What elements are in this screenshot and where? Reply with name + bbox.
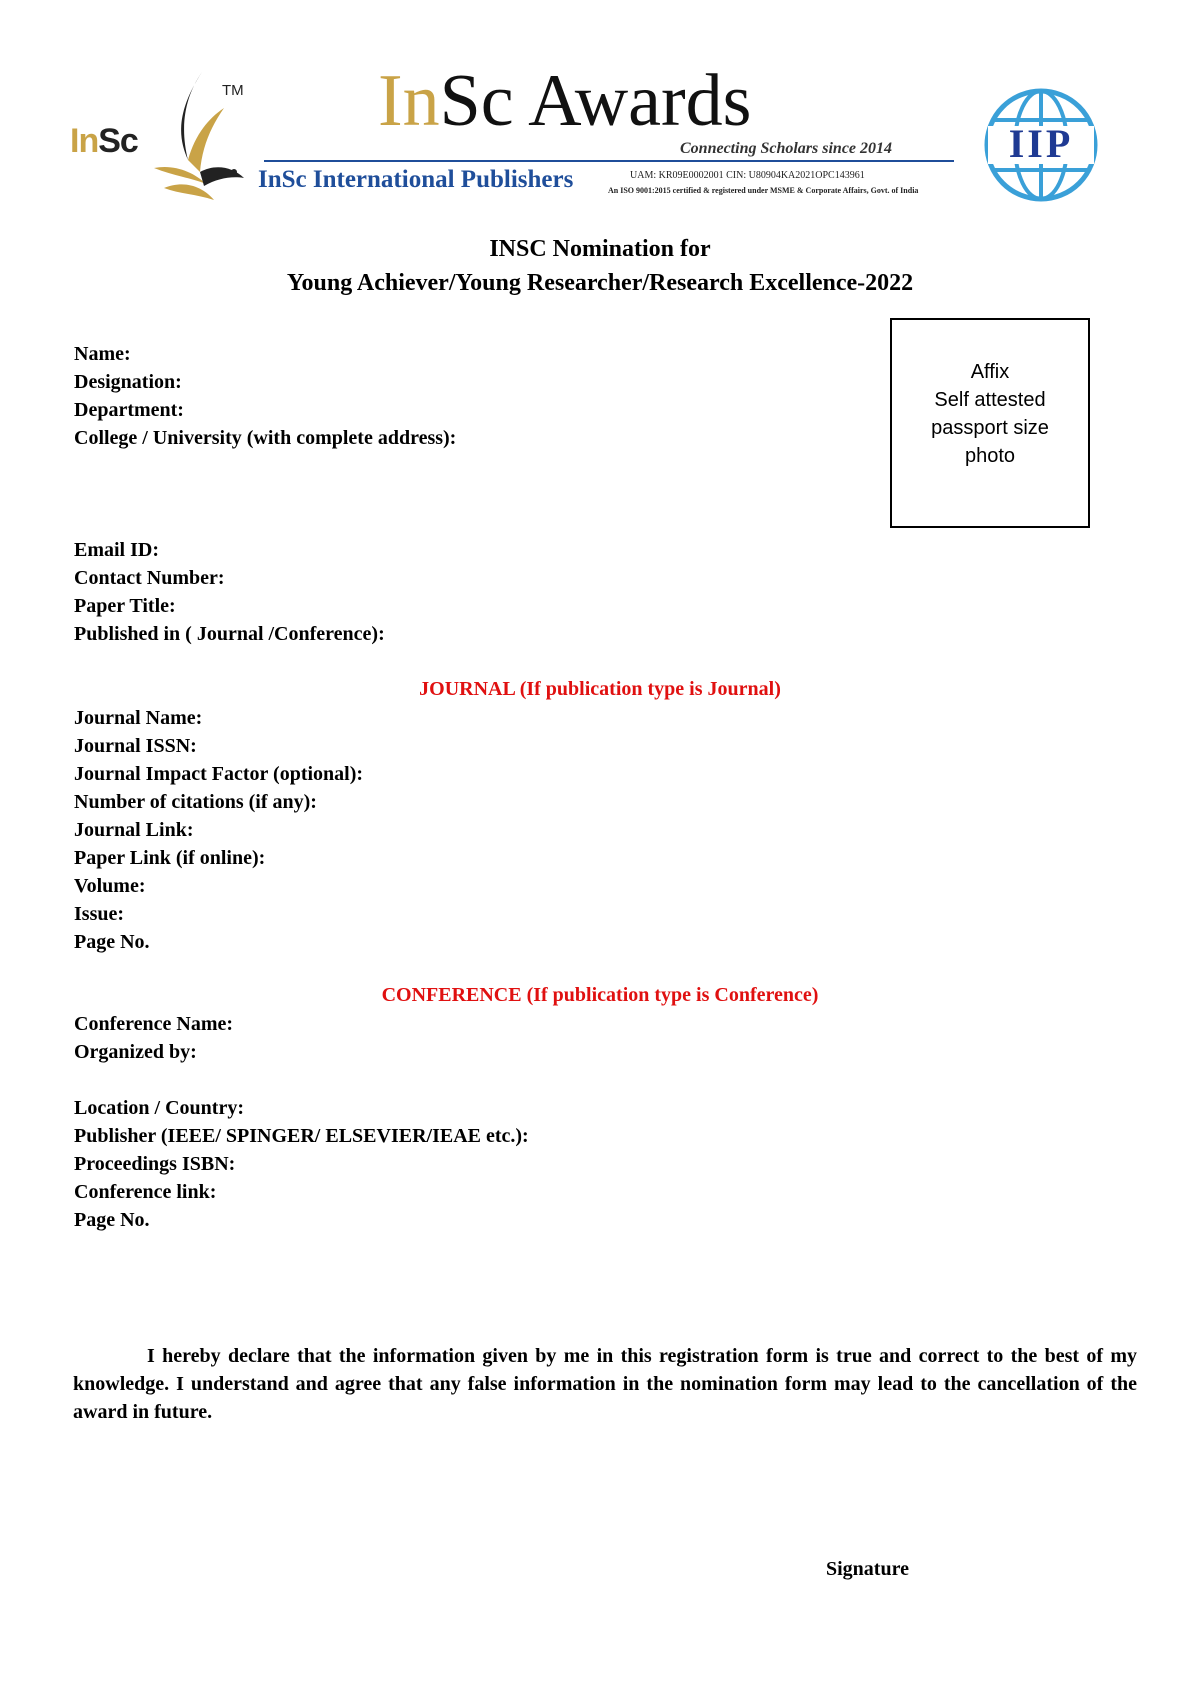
header-divider <box>264 160 954 162</box>
field-conference-link-label: Conference link: <box>74 1181 217 1203</box>
field-name-label: Name: <box>74 343 131 365</box>
field-journal-name-label: Journal Name: <box>74 707 203 729</box>
tagline: Connecting Scholars since 2014 <box>680 140 893 157</box>
field-volume-label: Volume: <box>74 875 146 897</box>
field-department-label: Department: <box>74 399 184 421</box>
field-published-in-label: Published in ( Journal /Conference): <box>74 623 385 645</box>
form-subtitle: Young Achiever/Young Researcher/Research Excellence-2022 <box>286 270 914 296</box>
field-contact-number-label: Contact Number: <box>74 567 225 589</box>
field-email-label: Email ID: <box>74 539 159 561</box>
journal-fields <box>74 704 363 956</box>
field-journal-issn-label: Journal ISSN: <box>74 735 197 757</box>
field-paper-title-label: Paper Title: <box>74 595 176 617</box>
journal-section-heading: JOURNAL (If publication type is Journal) <box>419 678 781 700</box>
field-paper-link-label: Paper Link (if online): <box>74 847 266 869</box>
field-issue-label: Issue: <box>74 903 125 925</box>
field-location-label: Location / Country: <box>74 1097 244 1119</box>
conference-section-heading: CONFERENCE (If publication type is Conference) <box>381 984 819 1006</box>
field-college-label: College / University (with complete address): <box>74 427 457 449</box>
trademark-symbol: TM <box>222 82 244 99</box>
field-proceedings-isbn-label: Proceedings ISBN: <box>74 1153 236 1175</box>
field-journal-page-no-label: Page No. <box>74 931 150 953</box>
field-impact-factor-label: Journal Impact Factor (optional): <box>74 763 364 785</box>
field-conference-name-label: Conference Name: <box>74 1013 234 1035</box>
iip-wordmark: IIP <box>1008 121 1074 166</box>
registration-line: UAM: KR09E0002001 CIN: U80904KA2021OPC143961 <box>630 170 865 181</box>
field-organized-by-label: Organized by: <box>74 1041 197 1063</box>
field-publisher-label: Publisher (IEEE/ SPINGER/ ELSEVIER/IEAE etc.): <box>74 1125 529 1147</box>
photo-instruction: Affix Self attested passport size photo <box>931 361 1049 467</box>
field-conference-page-no-label: Page No. <box>74 1209 150 1231</box>
field-citations-label: Number of citations (if any): <box>74 791 317 813</box>
iip-globe-logo <box>982 86 1100 204</box>
declaration-paragraph: I hereby declare that the information given by me in this registration form is true and correct to the best of my knowledge. I understand and agree that any false information in the nomination form may lead to the cancellation of the award in future. <box>73 1345 1137 1423</box>
field-journal-link-label: Journal Link: <box>74 819 194 841</box>
insc-wordmark: InSc <box>70 122 138 160</box>
iso-note: An ISO 9001:2015 certified & registered under MSME & Corporate Affairs, Govt. of India <box>608 186 919 195</box>
insc-logo <box>66 68 256 208</box>
personal-fields <box>74 340 456 452</box>
field-designation-label: Designation: <box>74 371 182 393</box>
publisher-name: InSc International Publishers <box>258 166 574 193</box>
form-title: INSC Nomination for <box>489 236 711 262</box>
photo-placeholder-box <box>890 318 1090 528</box>
contact-fields <box>74 536 385 648</box>
signature-label: Signature <box>826 1558 909 1580</box>
conference-fields-primary <box>74 1010 233 1066</box>
brand-title: InSc Awards <box>378 60 752 142</box>
conference-fields-secondary <box>74 1094 529 1234</box>
page-header <box>0 0 1200 215</box>
